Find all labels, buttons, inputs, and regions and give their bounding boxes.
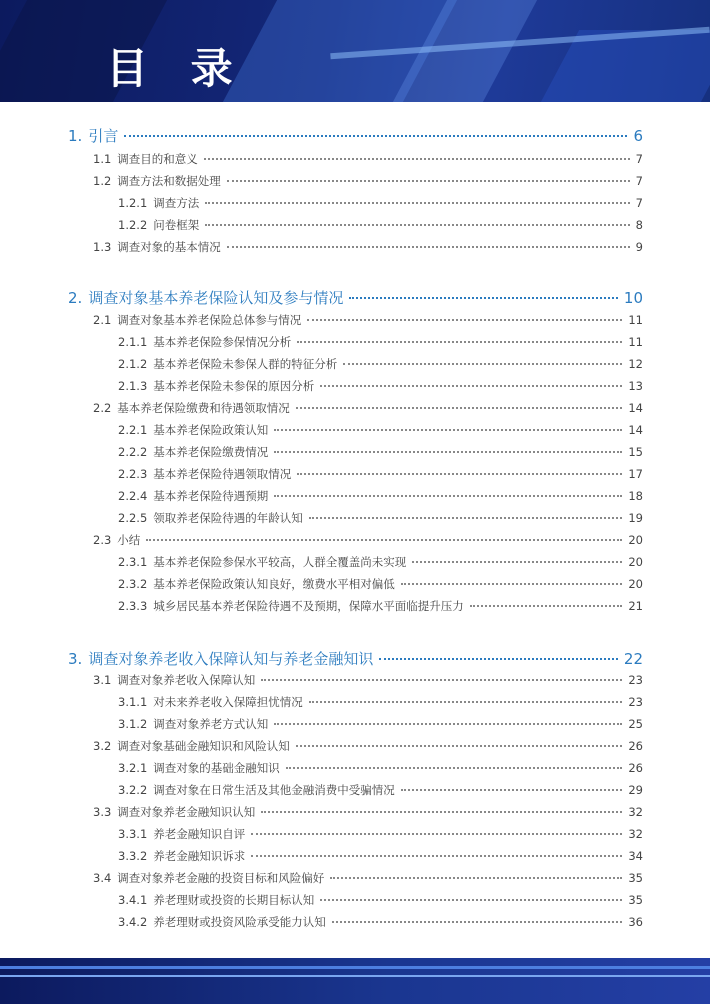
- toc-entry[interactable]: [118, 444, 643, 460]
- toc-entry-page: 7: [635, 196, 643, 210]
- toc-entry[interactable]: [118, 598, 643, 614]
- toc-entry-number: 1.3: [93, 240, 112, 254]
- toc-entry[interactable]: [93, 804, 643, 820]
- toc-entry-title: 基本养老保险缴费情况: [153, 445, 269, 459]
- toc-entry-page: 20: [628, 533, 643, 547]
- toc-entry-page: 18: [628, 489, 643, 503]
- toc-entry-title: 调查对象基本养老保险总体参与情况: [117, 313, 302, 327]
- toc-entry[interactable]: [118, 848, 643, 864]
- toc-leader-dots: [204, 158, 630, 160]
- toc-entry-number: 2.1.1: [118, 335, 148, 349]
- toc-entry-page: 10: [623, 289, 643, 307]
- toc-entry-page: 12: [628, 357, 643, 371]
- toc-entry-number: 3.1: [93, 673, 112, 687]
- toc-entry-title: 基本养老保险政策认知: [153, 423, 269, 437]
- toc-leader-dots: [251, 855, 622, 857]
- toc-leader-dots: [227, 180, 630, 182]
- toc-entry-number: 3.3: [93, 805, 112, 819]
- toc-entry-number: 3.3.1: [118, 827, 148, 841]
- toc-entry-page: 9: [635, 240, 643, 254]
- toc-entry-number: 2.2.1: [118, 423, 148, 437]
- toc-entry-title: 城乡居民基本养老保险待遇不及预期，保障水平面临提升压力: [153, 599, 464, 613]
- toc-entry-title: 养老理财或投资的长期目标认知: [153, 893, 315, 907]
- toc-leader-dots: [309, 517, 623, 519]
- toc-entry-title: 基本养老保险参保水平较高，人群全覆盖尚未实现: [153, 555, 407, 569]
- toc-entry-number: 3.4.1: [118, 893, 148, 907]
- toc-entry-title: 基本养老保险待遇预期: [153, 489, 269, 503]
- toc-entry-title: 基本养老保险未参保的原因分析: [153, 379, 315, 393]
- toc-leader-dots: [307, 319, 622, 321]
- toc-entry-page: 23: [628, 695, 643, 709]
- toc-entry[interactable]: [118, 356, 643, 372]
- toc-entry[interactable]: [118, 576, 643, 592]
- toc-entry-page: 20: [628, 577, 643, 591]
- toc-leader-dots: [401, 583, 623, 585]
- toc-entry-number: 3.4.2: [118, 915, 148, 929]
- toc-entry[interactable]: [118, 217, 643, 233]
- toc-entry-title: 调查方法和数据处理: [117, 174, 221, 188]
- toc-entry-number: 3.2.1: [118, 761, 148, 775]
- toc-leader-dots: [330, 877, 622, 879]
- toc-entry-title: 基本养老保险参保情况分析: [153, 335, 292, 349]
- toc-entry-title: 领取养老保险待遇的年龄认知: [153, 511, 303, 525]
- toc-entry-title: 调查对象基础金融知识和风险认知: [117, 739, 290, 753]
- footer-stripe: [0, 966, 710, 969]
- toc-entry-page: 19: [628, 511, 643, 525]
- toc-entry[interactable]: [93, 532, 643, 548]
- toc-leader-dots: [332, 921, 623, 923]
- toc-entry[interactable]: [118, 892, 643, 908]
- toc-entry-number: 2.2.2: [118, 445, 148, 459]
- toc-entry-page: 21: [628, 599, 643, 613]
- toc-entry-title: 调查对象养老收入保障认知: [117, 673, 256, 687]
- toc-entry[interactable]: [118, 488, 643, 504]
- toc-entry-page: 35: [628, 871, 643, 885]
- toc-entry-number: 2.3: [93, 533, 112, 547]
- toc-entry-number: 2.3.3: [118, 599, 148, 613]
- toc-entry-number: 2.3.2: [118, 577, 148, 591]
- footer-bar: [0, 958, 710, 1004]
- toc-leader-dots: [205, 224, 629, 226]
- toc-leader-dots: [349, 297, 618, 299]
- toc-entry-title: 养老金融知识自评: [153, 827, 246, 841]
- toc-entry-page: 29: [628, 783, 643, 797]
- toc-leader-dots: [146, 539, 622, 541]
- toc-entry-title: 小结: [117, 533, 141, 547]
- toc-entry-number: 2.2.4: [118, 489, 148, 503]
- toc-leader-dots: [296, 745, 623, 747]
- toc-entry-title: 调查目的和意义: [117, 152, 198, 166]
- toc-entry-number: 1.: [68, 127, 83, 145]
- toc-entry-title: 调查对象养老金融知识认知: [117, 805, 256, 819]
- toc-entry-page: 14: [628, 423, 643, 437]
- toc-entry-number: 2.2.5: [118, 511, 148, 525]
- toc-leader-dots: [297, 341, 622, 343]
- toc-entry-number: 2.2: [93, 401, 112, 415]
- toc-leader-dots: [274, 495, 622, 497]
- toc-entry-page: 20: [628, 555, 643, 569]
- toc-entry-number: 2.1.2: [118, 357, 148, 371]
- toc-entry-title: 基本养老保险缴费和待遇领取情况: [117, 401, 290, 415]
- toc-entry-page: 32: [628, 827, 643, 841]
- toc-entry-number: 3.3.2: [118, 849, 148, 863]
- toc-entry-number: 3.4: [93, 871, 112, 885]
- toc-entry[interactable]: [93, 312, 643, 328]
- toc-entry-title: 调查对象养老方式认知: [153, 717, 269, 731]
- toc-leader-dots: [379, 658, 618, 660]
- toc-entry-title: 调查对象的基础金融知识: [153, 761, 280, 775]
- toc-entry-page: 17: [628, 467, 643, 481]
- toc-leader-dots: [274, 451, 622, 453]
- toc-entry[interactable]: [93, 239, 643, 255]
- toc-leader-dots: [261, 811, 622, 813]
- toc-entry-page: 11: [628, 313, 643, 327]
- toc-entry-title: 调查对象基本养老保险认知及参与情况: [88, 289, 344, 307]
- toc-entry-page: 25: [628, 717, 643, 731]
- toc-entry-number: 3.2: [93, 739, 112, 753]
- toc-entry-number: 2.1: [93, 313, 112, 327]
- toc-entry-page: 34: [628, 849, 643, 863]
- toc-entry-title: 调查对象在日常生活及其他金融消费中受骗情况: [153, 783, 395, 797]
- toc-entry[interactable]: [118, 554, 643, 570]
- toc-entry-page: 8: [635, 218, 643, 232]
- toc-entry[interactable]: [118, 782, 643, 798]
- footer-stripe: [0, 975, 710, 977]
- toc-entry-number: 3.1.1: [118, 695, 148, 709]
- toc-entry-title: 调查对象养老金融的投资目标和风险偏好: [117, 871, 325, 885]
- toc-entry[interactable]: [68, 648, 643, 669]
- page-header: [0, 0, 710, 102]
- toc-entry-title: 基本养老保险未参保人群的特征分析: [153, 357, 338, 371]
- toc-entry-page: 26: [628, 761, 643, 775]
- toc-leader-dots: [274, 723, 622, 725]
- toc-entry-title: 调查对象的基本情况: [117, 240, 221, 254]
- toc-entry-page: 14: [628, 401, 643, 415]
- toc-leader-dots: [261, 679, 622, 681]
- toc-entry-number: 2.3.1: [118, 555, 148, 569]
- toc-entry-title: 养老理财或投资风险承受能力认知: [153, 915, 326, 929]
- toc-leader-dots: [412, 561, 622, 563]
- toc-entry-number: 2.: [68, 289, 83, 307]
- toc-entry-page: 7: [635, 174, 643, 188]
- toc-entry-title: 引言: [88, 127, 119, 145]
- toc-leader-dots: [470, 605, 623, 607]
- toc-entry[interactable]: [68, 287, 643, 308]
- toc-entry-number: 3.1.2: [118, 717, 148, 731]
- toc-entry[interactable]: [118, 716, 643, 732]
- toc-entry-title: 基本养老保险政策认知良好，缴费水平相对偏低: [153, 577, 395, 591]
- toc-entry[interactable]: [118, 826, 643, 842]
- toc-leader-dots: [274, 429, 622, 431]
- toc-entry[interactable]: [118, 466, 643, 482]
- toc-entry[interactable]: [118, 914, 643, 930]
- toc-entry-title: 养老金融知识诉求: [153, 849, 246, 863]
- toc-leader-dots: [296, 407, 623, 409]
- toc-leader-dots: [205, 202, 629, 204]
- toc-entry-page: 23: [628, 673, 643, 687]
- toc-entry-number: 2.2.3: [118, 467, 148, 481]
- toc-leader-dots: [286, 767, 623, 769]
- toc-entry-number: 1.1: [93, 152, 112, 166]
- toc-leader-dots: [320, 899, 622, 901]
- toc-entry[interactable]: [118, 760, 643, 776]
- toc-leader-dots: [309, 701, 623, 703]
- toc-entry-page: 13: [628, 379, 643, 393]
- toc-entry[interactable]: [118, 378, 643, 394]
- toc-entry[interactable]: [93, 672, 643, 688]
- toc-leader-dots: [124, 135, 627, 137]
- toc-entry-number: 3.2.2: [118, 783, 148, 797]
- toc-entry[interactable]: [93, 400, 643, 416]
- page-title: 目 录: [106, 44, 247, 93]
- toc-entry[interactable]: [93, 151, 643, 167]
- toc-entry-number: 1.2: [93, 174, 112, 188]
- toc-entry[interactable]: [93, 738, 643, 754]
- toc-entry-number: 1.2.2: [118, 218, 148, 232]
- toc-entry-page: 7: [635, 152, 643, 166]
- toc-entry[interactable]: [68, 125, 643, 146]
- toc-entry-number: 2.1.3: [118, 379, 148, 393]
- toc-entry-title: 问卷框架: [153, 218, 200, 232]
- toc-entry-page: 15: [628, 445, 643, 459]
- toc-entry-page: 32: [628, 805, 643, 819]
- toc-entry-page: 22: [623, 650, 643, 668]
- toc-entry-title: 调查方法: [153, 196, 200, 210]
- toc-entry-page: 11: [628, 335, 643, 349]
- toc-entry-title: 对未来养老收入保障担忧情况: [153, 695, 303, 709]
- toc-entry-page: 36: [628, 915, 643, 929]
- toc-entry[interactable]: [93, 173, 643, 189]
- toc-leader-dots: [320, 385, 622, 387]
- toc-entry[interactable]: [118, 195, 643, 211]
- toc-entry[interactable]: [118, 334, 643, 350]
- toc-entry[interactable]: [118, 510, 643, 526]
- toc-entry-title: 调查对象养老收入保障认知与养老金融知识: [88, 650, 374, 668]
- toc-entry-page: 26: [628, 739, 643, 753]
- toc-entry-title: 基本养老保险待遇领取情况: [153, 467, 292, 481]
- toc-entry[interactable]: [118, 694, 643, 710]
- toc-leader-dots: [343, 363, 622, 365]
- toc-leader-dots: [227, 246, 630, 248]
- toc-leader-dots: [251, 833, 622, 835]
- toc-entry-number: 1.2.1: [118, 196, 148, 210]
- toc-entry-page: 35: [628, 893, 643, 907]
- toc-entry-number: 3.: [68, 650, 83, 668]
- toc-leader-dots: [297, 473, 622, 475]
- toc-entry[interactable]: [93, 870, 643, 886]
- toc-entry[interactable]: [118, 422, 643, 438]
- toc-entry-page: 6: [633, 127, 643, 145]
- toc-leader-dots: [401, 789, 623, 791]
